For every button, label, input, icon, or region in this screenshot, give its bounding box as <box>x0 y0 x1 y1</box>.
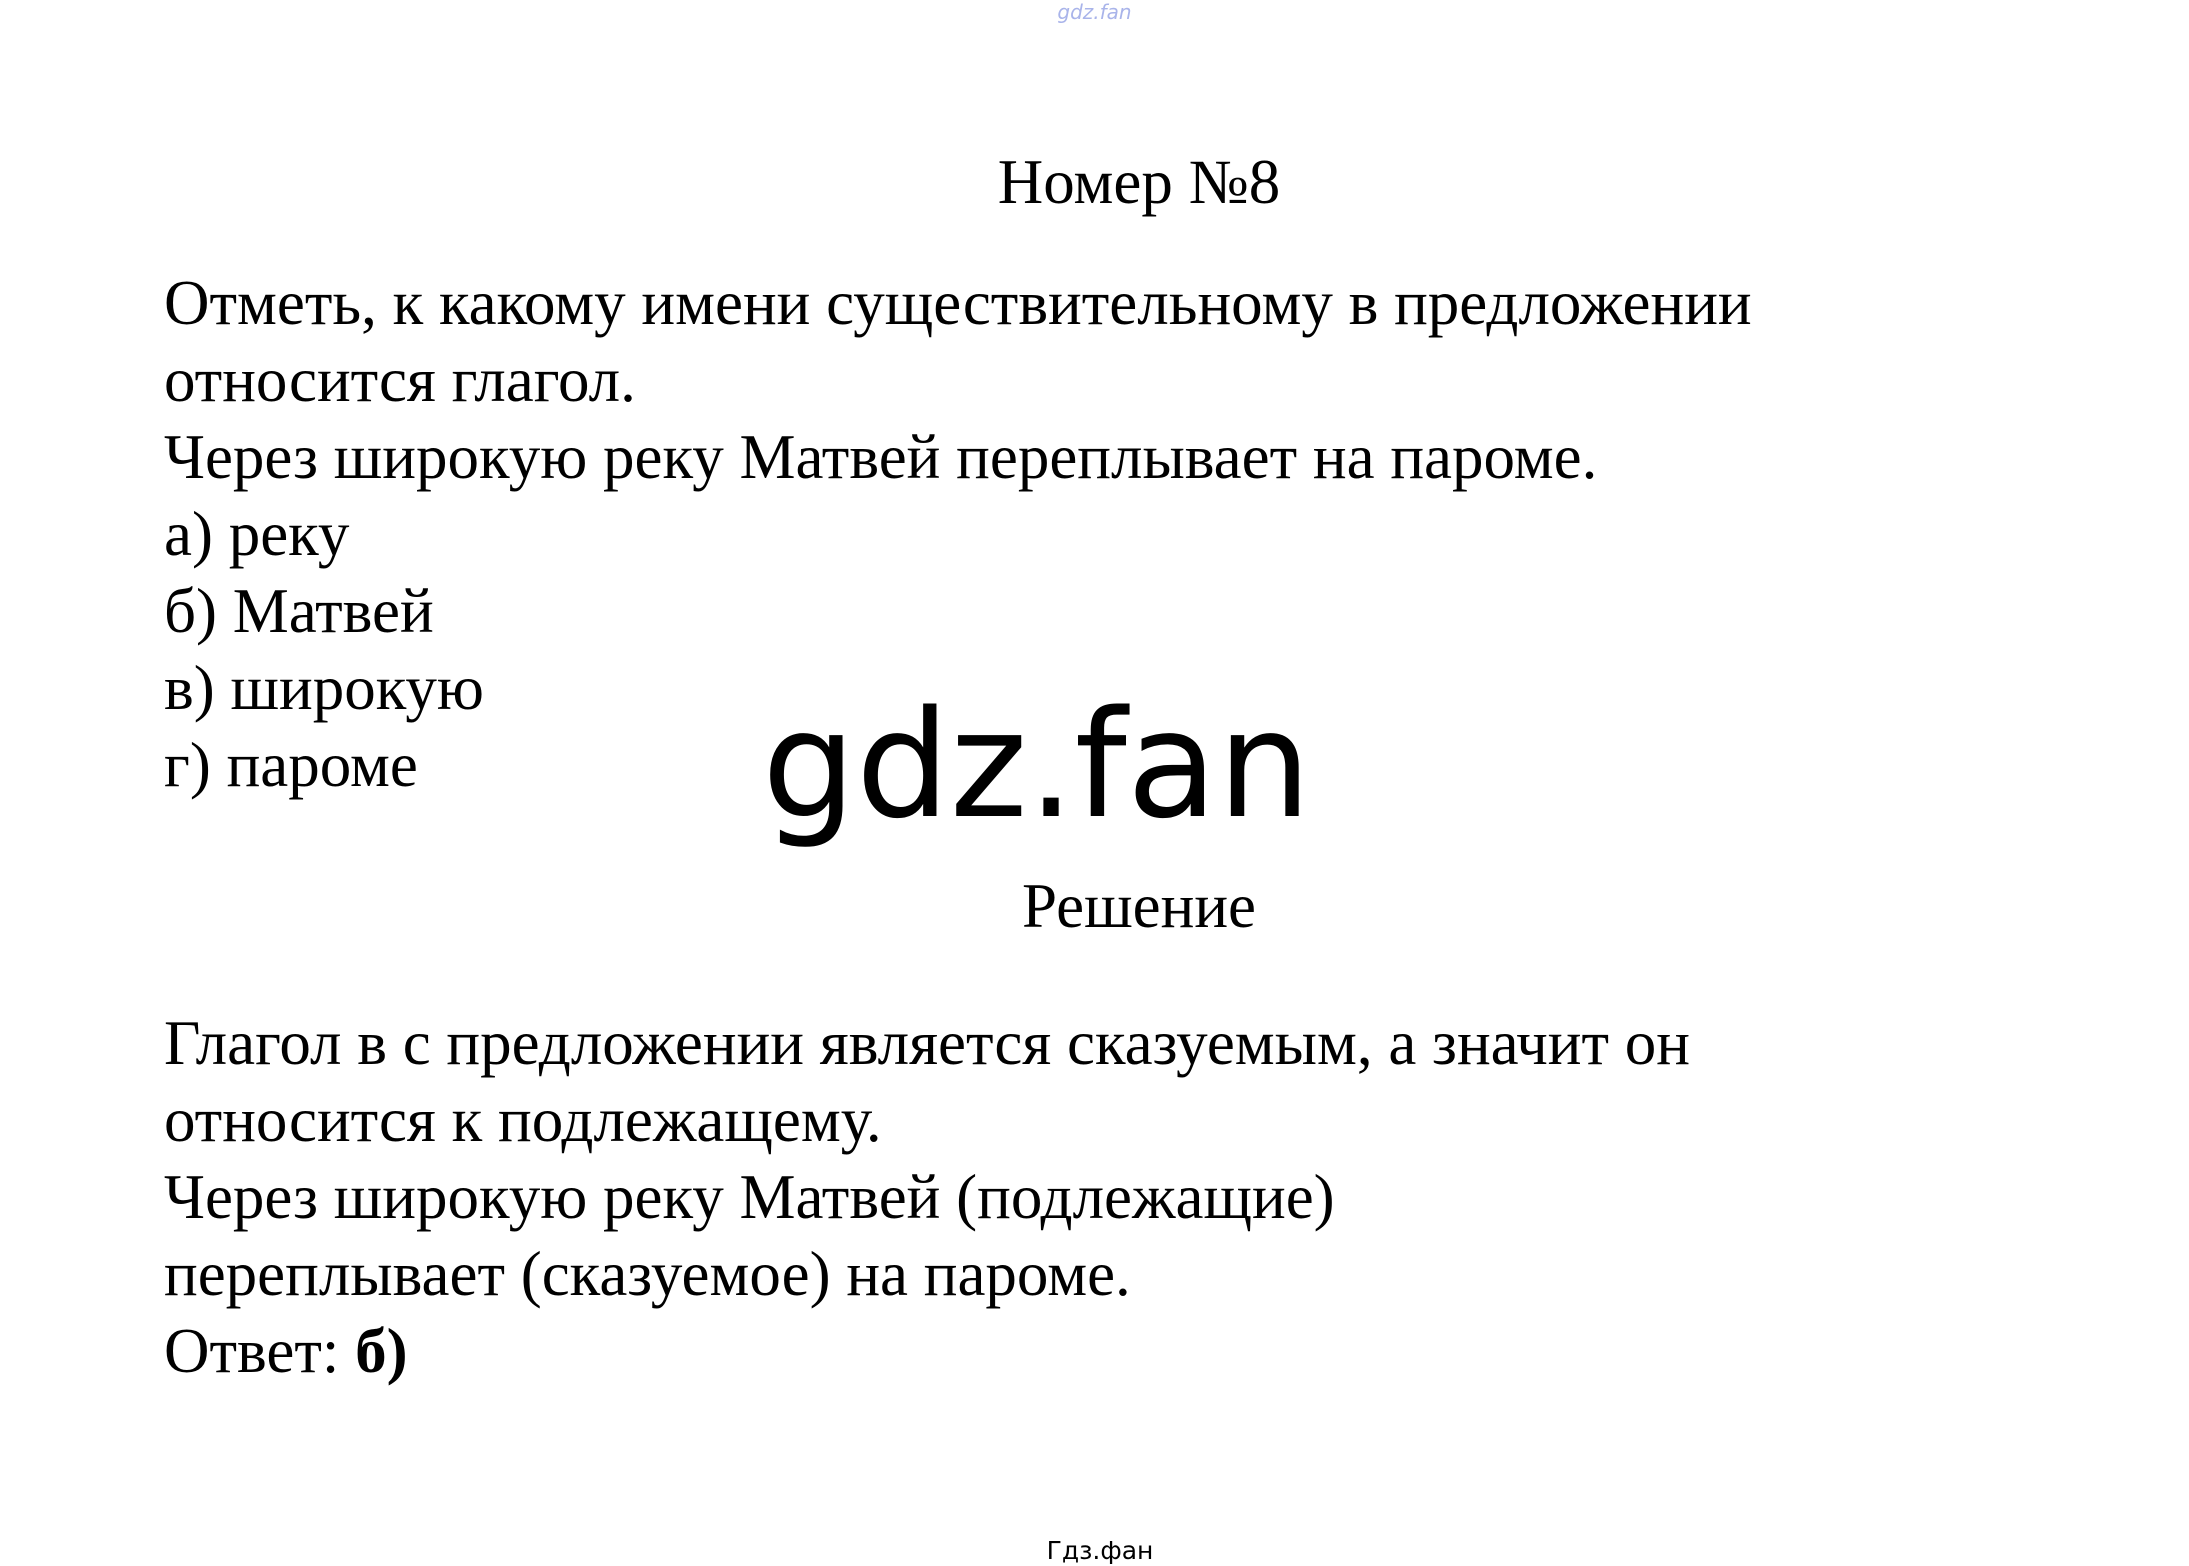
top-watermark: gdz.fan <box>1057 0 1132 24</box>
answer-line <box>164 1313 1690 1390</box>
option-a: а) реку <box>164 499 350 569</box>
example-sentence: Через широкую реку Матвей переплывает на пароме. <box>164 422 1598 492</box>
question-line-2: относится глагол. <box>164 345 636 415</box>
center-watermark: gdz.fan <box>762 679 1312 851</box>
solution-line-2: относится к подлежащему. <box>164 1085 882 1155</box>
solution-heading: Решение <box>1021 871 1257 941</box>
option-b: б) Матвей <box>164 576 434 646</box>
solution-line-4: переплывает (сказуемое) на пароме. <box>164 1239 1131 1309</box>
page-title: Номер №8 <box>997 147 1281 217</box>
option-d: г) пароме <box>164 730 418 800</box>
answer-label: Ответ: <box>164 1316 356 1386</box>
option-c: в) широкую <box>164 653 484 723</box>
solution-line-3: Через широкую реку Матвей (подлежащие) <box>164 1162 1335 1232</box>
footer-watermark: Гдз.фан <box>1046 1536 1154 1565</box>
answer-value: б) <box>355 1316 408 1386</box>
solution-line-1: Глагол в с предложении является сказуемым, а значит он <box>164 1008 1690 1078</box>
solution-block <box>164 1005 1690 1390</box>
question-line-1: Отметь, к какому имени существительному в предложении <box>164 268 1752 338</box>
